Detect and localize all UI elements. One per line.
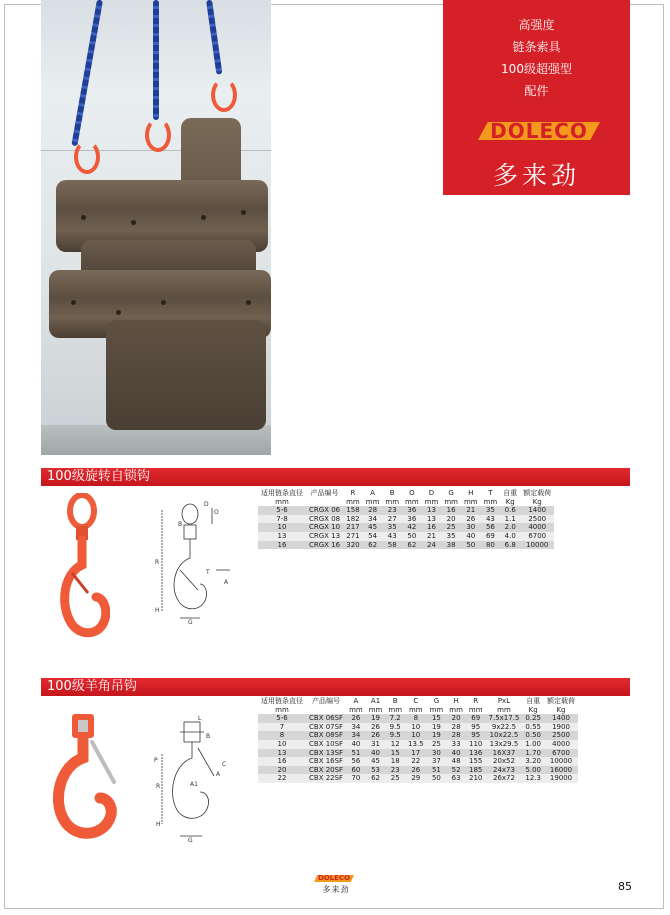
t2-cell: CBX 10SF bbox=[306, 740, 346, 749]
diagram-label-a1: A1 bbox=[190, 781, 198, 788]
diagram-label-g: G bbox=[188, 619, 193, 625]
t2-cell: 10 bbox=[405, 723, 427, 732]
t2-unit: mm bbox=[466, 706, 486, 715]
t2-cell: CBX 16SF bbox=[306, 757, 346, 766]
t2-cell: 95 bbox=[466, 723, 486, 732]
t1-cell: 1400 bbox=[520, 506, 554, 515]
t2-cell: 26 bbox=[346, 714, 366, 723]
t1-cell: 34 bbox=[363, 515, 383, 524]
t2-cell: 37 bbox=[427, 757, 447, 766]
footer-brand-cn: 多来劲 bbox=[322, 885, 350, 894]
diagram-label-a2: A bbox=[216, 771, 221, 778]
diagram-label-c: C bbox=[222, 761, 227, 768]
t1-cell: 1.1 bbox=[500, 515, 520, 524]
table-row bbox=[258, 714, 578, 723]
t1-cell: 35 bbox=[481, 506, 501, 515]
swivel-hook-diagram bbox=[150, 500, 240, 625]
t1-cell: 50 bbox=[402, 532, 422, 541]
t1-cell: 28 bbox=[363, 506, 383, 515]
table-row bbox=[258, 523, 554, 532]
t1-unit: mm bbox=[258, 498, 306, 507]
t2-cell: 28 bbox=[446, 731, 466, 740]
t2-unit: mm bbox=[258, 706, 306, 715]
swivel-hook-image bbox=[58, 493, 110, 643]
t1-header: R bbox=[343, 489, 363, 498]
t2-cell: 5.00 bbox=[522, 766, 544, 775]
t1-cell: 24 bbox=[422, 541, 442, 550]
brand-name-cn: 多来劲 bbox=[492, 161, 580, 190]
diagram-label-t: T bbox=[206, 569, 210, 576]
t1-unit: Kg bbox=[520, 498, 554, 507]
t2-unit: mm bbox=[446, 706, 466, 715]
clevis-hook-image bbox=[48, 712, 128, 844]
table-row bbox=[258, 506, 554, 515]
t1-cell: 35 bbox=[441, 532, 461, 541]
t1-cell: 36 bbox=[402, 515, 422, 524]
t1-cell: 35 bbox=[382, 523, 402, 532]
t1-unit: mm bbox=[363, 498, 383, 507]
diagram-label-g2: G bbox=[188, 837, 193, 844]
t2-cell: 12.3 bbox=[522, 774, 544, 783]
t1-header: G bbox=[441, 489, 461, 498]
t2-cell: 7 bbox=[258, 723, 306, 732]
t1-cell: 21 bbox=[461, 506, 481, 515]
t1-cell: 16 bbox=[258, 541, 306, 550]
t1-cell: 7-8 bbox=[258, 515, 306, 524]
t1-cell: 182 bbox=[343, 515, 363, 524]
t2-header: 产品编号 bbox=[306, 697, 346, 706]
t2-cell: 45 bbox=[366, 757, 386, 766]
table-row bbox=[258, 723, 578, 732]
t1-cell: 62 bbox=[363, 541, 383, 550]
t2-header: 额定载荷 bbox=[544, 697, 578, 706]
t2-cell: 9.5 bbox=[385, 723, 405, 732]
t1-cell: 10 bbox=[258, 523, 306, 532]
t2-header: 自重 bbox=[522, 697, 544, 706]
t2-cell: 34 bbox=[346, 723, 366, 732]
t2-cell: 26 bbox=[366, 723, 386, 732]
t2-cell: 3.20 bbox=[522, 757, 544, 766]
page-number: 85 bbox=[618, 880, 632, 893]
t2-cell: 8 bbox=[405, 714, 427, 723]
t2-cell: 0.25 bbox=[522, 714, 544, 723]
t2-cell: 26 bbox=[366, 731, 386, 740]
diagram-label-p: P bbox=[154, 757, 158, 764]
t1-cell: 2.0 bbox=[500, 523, 520, 532]
t2-cell: 40 bbox=[366, 749, 386, 758]
t2-cell: 19 bbox=[427, 731, 447, 740]
t2-cell: 20 bbox=[446, 714, 466, 723]
t1-cell: 45 bbox=[363, 523, 383, 532]
t2-cell: 7.5x17.5 bbox=[486, 714, 523, 723]
table-row bbox=[258, 757, 578, 766]
t1-cell: 56 bbox=[481, 523, 501, 532]
clevis-hook-diagram bbox=[150, 714, 240, 844]
t2-unit: Kg bbox=[522, 706, 544, 715]
t2-cell: 69 bbox=[466, 714, 486, 723]
t1-cell: 36 bbox=[402, 506, 422, 515]
t1-cell: 2500 bbox=[520, 515, 554, 524]
t2-cell: 16000 bbox=[544, 766, 578, 775]
t2-cell: 15 bbox=[385, 749, 405, 758]
t2-header: A bbox=[346, 697, 366, 706]
t2-header: H bbox=[446, 697, 466, 706]
t2-cell: 6700 bbox=[544, 749, 578, 758]
t2-cell: CBX 20SF bbox=[306, 766, 346, 775]
t2-cell: 185 bbox=[466, 766, 486, 775]
t2-cell: CBX 07SF bbox=[306, 723, 346, 732]
t2-cell: 30 bbox=[427, 749, 447, 758]
t1-cell: 54 bbox=[363, 532, 383, 541]
t2-cell: 17 bbox=[405, 749, 427, 758]
swivel-hook-spec-table bbox=[258, 489, 554, 549]
t2-cell: 10 bbox=[405, 731, 427, 740]
t1-unit: mm bbox=[481, 498, 501, 507]
diagram-label-d: D bbox=[204, 501, 209, 508]
diagram-label-l: L bbox=[198, 715, 202, 722]
t2-cell: 210 bbox=[466, 774, 486, 783]
t2-cell: 29 bbox=[405, 774, 427, 783]
t1-unit: mm bbox=[422, 498, 442, 507]
t1-cell: 158 bbox=[343, 506, 363, 515]
t2-cell: 1400 bbox=[544, 714, 578, 723]
t1-cell: 13 bbox=[422, 515, 442, 524]
table-row bbox=[258, 541, 554, 550]
logo-text: DOLECO bbox=[490, 119, 588, 143]
t2-cell: 63 bbox=[446, 774, 466, 783]
t2-cell: 24x73 bbox=[486, 766, 523, 775]
t1-unit: mm bbox=[343, 498, 363, 507]
diagram-label-h2: H bbox=[156, 821, 161, 828]
t1-cell: 58 bbox=[382, 541, 402, 550]
t1-cell: 5-6 bbox=[258, 506, 306, 515]
t2-unit: mm bbox=[385, 706, 405, 715]
t1-header: 额定载荷 bbox=[520, 489, 554, 498]
t2-unit: mm bbox=[366, 706, 386, 715]
t1-cell: 80 bbox=[481, 541, 501, 550]
t1-cell: CRGX 10 bbox=[306, 523, 343, 532]
t2-cell: 136 bbox=[466, 749, 486, 758]
t1-cell: 38 bbox=[441, 541, 461, 550]
t2-cell: 22 bbox=[258, 774, 306, 783]
t1-unit: mm bbox=[382, 498, 402, 507]
doleco-logo bbox=[478, 112, 600, 146]
t2-cell: 15 bbox=[427, 714, 447, 723]
t1-cell: 50 bbox=[461, 541, 481, 550]
t2-cell: 31 bbox=[366, 740, 386, 749]
t2-cell: 53 bbox=[366, 766, 386, 775]
t2-cell: 16X37 bbox=[486, 749, 523, 758]
lifting-photo bbox=[41, 0, 271, 455]
table-row bbox=[258, 731, 578, 740]
diagram-label-b2: B bbox=[206, 733, 211, 740]
diagram-label-r: R bbox=[155, 559, 160, 566]
t2-cell: 50 bbox=[427, 774, 447, 783]
t1-unit: mm bbox=[402, 498, 422, 507]
t1-header: 适用链条直径 bbox=[258, 489, 306, 498]
brand-line-3: 100级超强型 bbox=[501, 62, 572, 76]
t2-cell: 2500 bbox=[544, 731, 578, 740]
t2-cell: 25 bbox=[385, 774, 405, 783]
diagram-label-o: O bbox=[214, 509, 219, 516]
t2-cell: 12 bbox=[385, 740, 405, 749]
t2-cell: 9.5 bbox=[385, 731, 405, 740]
t2-header: R bbox=[466, 697, 486, 706]
t1-cell: 21 bbox=[422, 532, 442, 541]
brand-line-1: 高强度 bbox=[518, 18, 555, 32]
t2-cell: 20x52 bbox=[486, 757, 523, 766]
t1-cell: CRGX 13 bbox=[306, 532, 343, 541]
t2-cell: 40 bbox=[346, 740, 366, 749]
t2-cell: 5-6 bbox=[258, 714, 306, 723]
brand-panel bbox=[443, 0, 630, 195]
t2-cell: 0.55 bbox=[522, 723, 544, 732]
table-row bbox=[258, 515, 554, 524]
t2-cell: 13.5 bbox=[405, 740, 427, 749]
t2-header: 适用链条直径 bbox=[258, 697, 306, 706]
t2-unit: mm bbox=[346, 706, 366, 715]
section-title-swivel-hook: 100级旋转自锁钩 bbox=[41, 468, 630, 486]
t2-header: PxL bbox=[486, 697, 523, 706]
brand-line-2: 链条索具 bbox=[512, 40, 561, 54]
t2-cell: 155 bbox=[466, 757, 486, 766]
t1-unit: Kg bbox=[500, 498, 520, 507]
t2-cell: 26x72 bbox=[486, 774, 523, 783]
table-row bbox=[258, 532, 554, 541]
t1-cell: 40 bbox=[461, 532, 481, 541]
t1-cell: 27 bbox=[382, 515, 402, 524]
t1-cell: 271 bbox=[343, 532, 363, 541]
t1-header: A bbox=[363, 489, 383, 498]
t2-unit: Kg bbox=[544, 706, 578, 715]
t1-cell: 4.0 bbox=[500, 532, 520, 541]
t1-cell: 16 bbox=[422, 523, 442, 532]
t1-cell: CRGX 06 bbox=[306, 506, 343, 515]
t2-unit: mm bbox=[486, 706, 523, 715]
t2-cell: 10000 bbox=[544, 757, 578, 766]
t1-cell: 26 bbox=[461, 515, 481, 524]
t2-cell: 7.2 bbox=[385, 714, 405, 723]
t2-cell: CBX 08SF bbox=[306, 731, 346, 740]
t1-cell: 43 bbox=[481, 515, 501, 524]
t2-cell: 19000 bbox=[544, 774, 578, 783]
t1-cell: 42 bbox=[402, 523, 422, 532]
t1-cell: 23 bbox=[382, 506, 402, 515]
t2-cell: 22 bbox=[405, 757, 427, 766]
t2-cell: 62 bbox=[366, 774, 386, 783]
t2-cell: 25 bbox=[427, 740, 447, 749]
t1-cell: 30 bbox=[461, 523, 481, 532]
t2-cell: 110 bbox=[466, 740, 486, 749]
t1-header: D bbox=[422, 489, 442, 498]
t1-header: 自重 bbox=[500, 489, 520, 498]
t2-cell: 51 bbox=[427, 766, 447, 775]
t2-cell: 34 bbox=[346, 731, 366, 740]
t1-cell: 43 bbox=[382, 532, 402, 541]
t1-cell: 25 bbox=[441, 523, 461, 532]
t2-cell: 13x29.5 bbox=[486, 740, 523, 749]
brand-line-4: 配件 bbox=[524, 84, 549, 98]
t2-cell: 95 bbox=[466, 731, 486, 740]
t2-unit bbox=[306, 706, 346, 715]
diagram-label-r2: R bbox=[156, 783, 161, 790]
t2-cell: 4000 bbox=[544, 740, 578, 749]
t1-header: B bbox=[382, 489, 402, 498]
table-row bbox=[258, 766, 578, 775]
t1-cell: 4000 bbox=[520, 523, 554, 532]
footer-logo-text: DOLECO bbox=[317, 874, 351, 882]
t1-header: O bbox=[402, 489, 422, 498]
t2-cell: 18 bbox=[385, 757, 405, 766]
t1-cell: 62 bbox=[402, 541, 422, 550]
t2-cell: 10x22.5 bbox=[486, 731, 523, 740]
t1-cell: 20 bbox=[441, 515, 461, 524]
t2-cell: 1.00 bbox=[522, 740, 544, 749]
t2-header: A1 bbox=[366, 697, 386, 706]
t1-unit: mm bbox=[461, 498, 481, 507]
t2-cell: 48 bbox=[446, 757, 466, 766]
t2-header: C bbox=[405, 697, 427, 706]
table-row bbox=[258, 749, 578, 758]
t2-cell: 9x22.5 bbox=[486, 723, 523, 732]
t2-cell: 1900 bbox=[544, 723, 578, 732]
table-row bbox=[258, 774, 578, 783]
t2-cell: 28 bbox=[446, 723, 466, 732]
t2-cell: 23 bbox=[385, 766, 405, 775]
t2-cell: CBX 06SF bbox=[306, 714, 346, 723]
t2-cell: 1.70 bbox=[522, 749, 544, 758]
t2-cell: 40 bbox=[446, 749, 466, 758]
t2-unit: mm bbox=[427, 706, 447, 715]
t2-cell: 52 bbox=[446, 766, 466, 775]
t1-cell: 16 bbox=[441, 506, 461, 515]
t1-cell: 0.6 bbox=[500, 506, 520, 515]
diagram-label-h: H bbox=[155, 607, 160, 614]
t1-header: T bbox=[481, 489, 501, 498]
t1-cell: CRGX 08 bbox=[306, 515, 343, 524]
t1-header: H bbox=[461, 489, 481, 498]
t2-cell: CBX 13SF bbox=[306, 749, 346, 758]
table-row bbox=[258, 740, 578, 749]
t2-cell: 13 bbox=[258, 749, 306, 758]
t1-unit bbox=[306, 498, 343, 507]
t1-unit: mm bbox=[441, 498, 461, 507]
t1-cell: CRGX 16 bbox=[306, 541, 343, 550]
t2-header: G bbox=[427, 697, 447, 706]
diagram-label-a: A bbox=[224, 579, 229, 586]
t2-cell: 10 bbox=[258, 740, 306, 749]
t2-cell: 33 bbox=[446, 740, 466, 749]
t2-cell: 56 bbox=[346, 757, 366, 766]
t1-cell: 6.8 bbox=[500, 541, 520, 550]
section-title-clevis-hook: 100级羊角吊钩 bbox=[41, 678, 630, 696]
t2-cell: 70 bbox=[346, 774, 366, 783]
t2-unit: mm bbox=[405, 706, 427, 715]
t1-cell: 69 bbox=[481, 532, 501, 541]
clevis-hook-spec-table bbox=[258, 697, 578, 783]
t1-header: 产品编号 bbox=[306, 489, 343, 498]
t2-cell: 8 bbox=[258, 731, 306, 740]
diagram-label-b: B bbox=[178, 521, 183, 528]
t2-cell: 51 bbox=[346, 749, 366, 758]
t1-cell: 13 bbox=[258, 532, 306, 541]
t2-cell: 16 bbox=[258, 757, 306, 766]
t1-cell: 6700 bbox=[520, 532, 554, 541]
t1-cell: 217 bbox=[343, 523, 363, 532]
t1-cell: 10000 bbox=[520, 541, 554, 550]
t2-cell: 0.50 bbox=[522, 731, 544, 740]
t2-cell: 19 bbox=[427, 723, 447, 732]
t2-cell: CBX 22SF bbox=[306, 774, 346, 783]
t1-cell: 13 bbox=[422, 506, 442, 515]
t1-cell: 320 bbox=[343, 541, 363, 550]
t2-cell: 26 bbox=[405, 766, 427, 775]
footer-logo bbox=[314, 874, 354, 882]
t2-header: B bbox=[385, 697, 405, 706]
t2-cell: 20 bbox=[258, 766, 306, 775]
t2-cell: 60 bbox=[346, 766, 366, 775]
t2-cell: 19 bbox=[366, 714, 386, 723]
